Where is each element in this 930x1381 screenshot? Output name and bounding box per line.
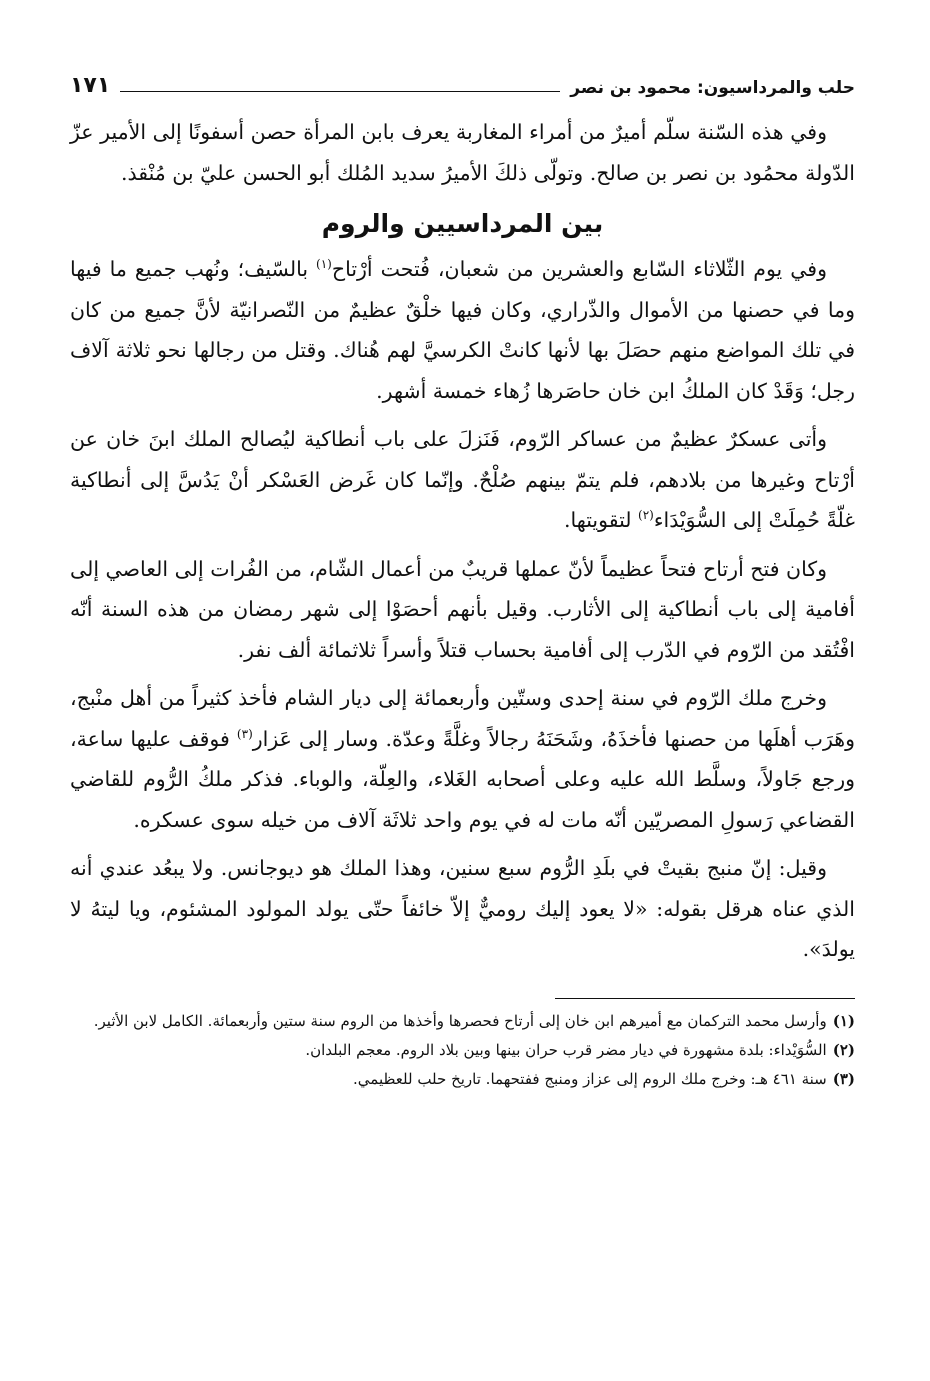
footnote-3-text: سنة ٤٦١ هـ: وخرج ملك الروم إلى عزاز ومنبج ففتحهما. تاريخ حلب للعظيمي. (353, 1069, 827, 1088)
footnote-rule (555, 998, 855, 999)
paragraph-1-part-b: بالسّيف؛ ونُهب جميع ما فيها وما في حصنها من الأموال والذّراري، وكان فيها خلْقٌ عظيمٌ من النّصرانيّة لأنَّ جميع من كان في تلك المواضع منهم حصَلَ بها لأنها كانتْ الكرسيَّ لهم هُناك. وقتل من رجالها نحو ثلاثة آلاف رجل؛ وَقَدْ كان الملكُ ابن خان حاصَرها زُهاء خمسة أشهر. (70, 257, 855, 403)
footnote-1-text: وأرسل محمد التركمان مع أميرهم ابن خان إلى أرتاح فحصرها وأخذها من الروم سنة ستين وأربعمائة. الكامل لابن الأثير. (93, 1011, 827, 1030)
paragraph-2-part-b: لتقويتها. (564, 508, 639, 532)
section-heading: بين المرداسيين والروم (321, 209, 604, 238)
footnote-2-number: (٢) (832, 1040, 855, 1059)
paragraph-4-part-a: وخرج ملك الرّوم في سنة إحدى وستّين وأربعمائة إلى ديار الشام فأخذ كثيراً من أهل منْبج، وهَرَب أهلَها من حصنها فأخذَهُ، وشَحَنَهُ رجالاً وغلَّةً وعدّة. وسار إلى عَزار (70, 686, 856, 751)
footnote-ref-1[interactable]: (١) (316, 257, 332, 272)
paragraph-4 (70, 678, 855, 840)
footnote-ref-3[interactable]: (٣) (236, 726, 253, 741)
header-rule (120, 91, 560, 92)
footnote-2-text: السُّوَيْداء: بلدة مشهورة في ديار مضر قرب حران بينها وبين بلاد الروم. معجم البلدان. (305, 1040, 827, 1059)
footnote-3 (70, 1067, 855, 1092)
running-header (70, 58, 855, 98)
intro-paragraph: وفي هذه السّنة سلّم أميرٌ من أمراء المغاربة يعرف بابن المرأة حصن أسفونًا إلى الأمير عزّ الدّولة محمُود بن نصر بن صالح. وتولّى ذلكَ الأميرُ سديد المُلك أبو الحسن عليّ بن مُنْقذ. (70, 120, 855, 185)
footnote-2 (70, 1038, 855, 1063)
page-number: ١٧١ (70, 73, 111, 98)
paragraph-3: وكان فتح أرتاح فتحاً عظيماً لأنّ عملها قريبٌ من أعمال الشّام، من الفُرات إلى العاصي إلى أفامية إلى باب أنطاكية إلى الأثارب. وقيل بأنهم أحصَوْا إلى شهر رمضان من هذه السنة أنّه افْتُقد من الرّوم في الدّرب إلى أفامية بحساب قتلاً وأسراً ثلاثمائة ألف نفر. (70, 556, 855, 662)
paragraph-4-part-b: فوقف عليها ساعة، ورجع جَاولاً، وسلَّط الله عليه وعلى أصحابه الغَلاء، والعِلّة، والوباء. فذكر ملكُ الرُّوم للقاضي القضاعي رَسولِ المصريّين أنّه مات له في يوم واحد ثلاثَة آلاف من خيله سوى عسكره. (70, 726, 855, 832)
paragraph-1 (70, 249, 855, 411)
paragraph-2 (70, 419, 855, 541)
footnote-ref-2[interactable]: (٢) (638, 508, 654, 523)
body-text (70, 112, 855, 970)
footnote-3-number: (٣) (832, 1069, 855, 1088)
book-page (70, 58, 855, 1096)
running-title: حلب والمرداسيون: محمود بن نصر (570, 78, 855, 98)
footnotes (70, 1009, 855, 1092)
footnote-1 (70, 1009, 855, 1034)
paragraph-1-part-a: وفي يوم الثّلاثاء السّابع والعشرين من شعبان، فُتحت أرْتاح (331, 257, 827, 281)
paragraph-2-part-a: وأتى عسكرٌ عظيمٌ من عساكر الرّوم، فَنَزلَ على باب أنطاكية ليُصالح الملك ابنَ خان عن أرْتاح وغيرها من بلادهم، فلم يتمّ بينهم صُلْحٌ. وإنّما كان غَرض العَسْكر أنْ يَدُسَّ إلى أنطاكية غلّةً حُمِلَتْ إلى السُّوَيْدَاء (70, 427, 855, 532)
paragraph-5: وقيل: إنّ منبج بقيتْ في بلَدِ الرُّوم سبع سنين، وهذا الملك هو ديوجانس. ولا يبعُد عندي أنه الذي عناه هرقل بقوله: «لا يعود إليك روميٌّ إلاّ خائفاً حتّى يولد المولود المشئوم، ويا ليتهُ لا يولدَ». (70, 856, 855, 961)
footnote-1-number: (١) (832, 1011, 855, 1030)
